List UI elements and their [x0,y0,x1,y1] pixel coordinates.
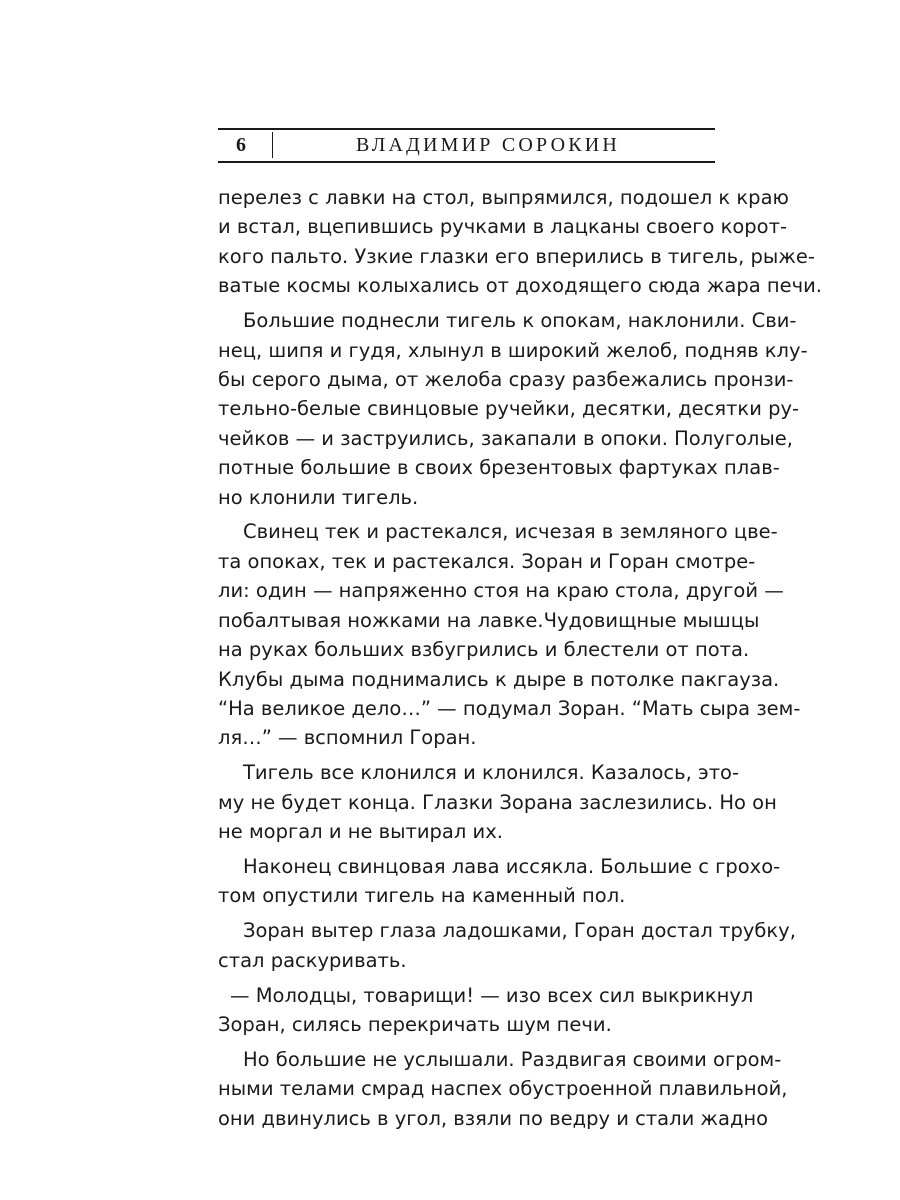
page-number: 6 [236,134,246,156]
text-line: та опоках, тек и растекался. Зоран и Горан смотре- [218,549,756,573]
text-line: Свинец тек и растекался, исчезая в земляного цве- [243,520,778,544]
paragraph [218,758,777,846]
text-line: Зоран вытер глаза ладошками, Горан достал трубку, [243,919,796,943]
text-line: кого пальто. Узкие глазки его вперились в тигель, рыже- [218,244,815,268]
text-line: потные большие в своих брезентовых фартуках плав- [218,456,780,480]
text-line: они двинулись в угол, взяли по ведру и стали жадно [218,1106,769,1130]
paragraph [218,517,801,752]
paragraph [218,183,823,301]
text-line: Большие поднесли тигель к опокам, наклонили. Сви- [243,309,797,333]
running-title: ВЛАДИМИР СОРОКИН [356,134,621,156]
text-line: не моргал и не вытирал их. [218,820,503,844]
text-line: му не будет конца. Глазки Зорана заслезились. Но он [218,790,777,814]
paragraph [218,852,781,911]
text-line: Зоран, силясь перекричать шум печи. [218,1012,612,1036]
paragraph [218,981,754,1040]
text-line: чейков — и заструились, закапали в опоки. Полуголые, [218,426,793,450]
text-line: на руках больших взбугрились и блестели от пота. [218,638,750,662]
body-text [218,183,823,1139]
text-line: Но большие не услышали. Раздвигая своими огром- [243,1047,782,1071]
text-line: стал раскуривать. [218,948,407,972]
paragraph [218,916,796,975]
text-line: бы серого дыма, от желоба сразу разбежались пронзи- [218,367,794,391]
text-line: и встал, вцепившись ручками в лацканы своего корот- [218,215,787,239]
text-line: тельно-белые свинцовые ручейки, десятки, десятки ру- [218,397,800,421]
text-line: Тигель все клонился и клонился. Казалось, это- [243,761,740,785]
text-line: ли: один — напряженно стоя на краю стола, другой — [218,579,784,603]
text-line: ля…” — вспомнил Горан. [218,726,477,750]
text-line: перелез с лавки на стол, выпрямился, подошел к краю [218,186,789,209]
paragraph [218,306,808,512]
text-line: ными телами смрад наспех обустроенной плавильной, [218,1077,788,1101]
text-line: “На великое дело…” — подумал Зоран. “Мать сыра зем- [218,696,801,720]
text-line: Клубы дыма поднимались к дыре в потолке пакгауза. [218,667,780,691]
header-bottom-rule [218,161,715,163]
header-separator [272,132,273,158]
text-line: том опустили тигель на каменный пол. [218,884,626,908]
paragraph [218,1045,788,1133]
text-line: но клонили тигель. [218,485,419,509]
text-line: побалтывая ножками на лавке.Чудовищные мышцы [218,608,760,632]
header-top-rule [218,128,715,130]
text-line: — Молодцы, товарищи! — изо всех сил выкрикнул [230,983,754,1007]
text-line: ватые космы колыхались от доходящего сюда жара печи. [218,274,823,298]
text-line: нец, шипя и гудя, хлынул в широкий желоб, подняв клу- [218,338,808,362]
text-line: Наконец свинцовая лава иссякла. Большие с грохо- [243,854,781,878]
